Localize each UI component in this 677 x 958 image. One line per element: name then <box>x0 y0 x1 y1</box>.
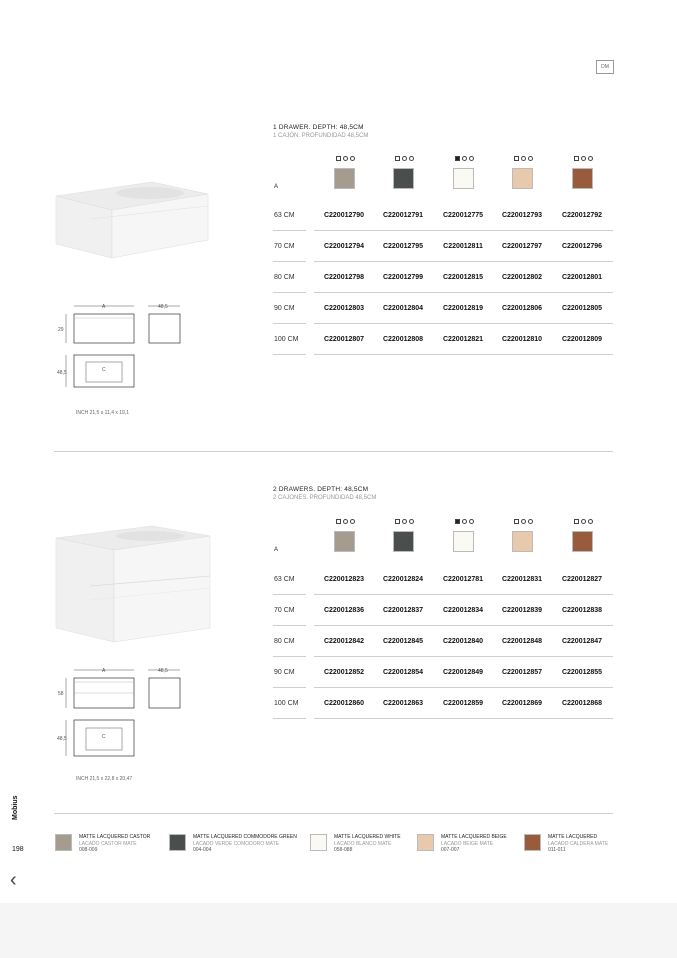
product-code: C220012855 <box>561 669 603 676</box>
legend-name-es: LACADO CASTOR MATE <box>79 840 137 847</box>
product-code: C220012795 <box>382 243 424 250</box>
brand-label: Mobius <box>12 795 19 820</box>
circle-icon <box>521 519 526 524</box>
product-code: C220012842 <box>323 638 365 645</box>
product-code: C220012799 <box>382 274 424 281</box>
row-divider <box>314 594 613 595</box>
circle-icon <box>469 519 474 524</box>
inch-dimensions-note: INCH 21,5 x 11,4 x 19,1 <box>76 410 129 416</box>
basin-label: C <box>102 734 106 740</box>
product-code: C220012848 <box>501 638 543 645</box>
row-divider <box>314 292 613 293</box>
product-code: C220012781 <box>442 576 484 583</box>
finish-icons <box>392 519 416 526</box>
swatch-commodore-green <box>393 168 414 189</box>
page-number: 198 <box>12 846 24 853</box>
circle-icon <box>581 156 586 161</box>
product-code: C220012791 <box>382 212 424 219</box>
size-label: 63 CM <box>274 576 295 583</box>
finish-icons <box>392 156 416 163</box>
product-code: C220012869 <box>501 700 543 707</box>
row-divider <box>314 230 613 231</box>
swatch-caldera <box>572 168 593 189</box>
table-row <box>273 627 613 657</box>
circle-icon <box>350 519 355 524</box>
product-code: C220012859 <box>442 700 484 707</box>
size-label: 90 CM <box>274 669 295 676</box>
finish-icons <box>333 156 357 163</box>
dim-depth-label: 48,5 <box>158 668 168 674</box>
circle-icon <box>409 519 414 524</box>
product-code: C220012831 <box>501 576 543 583</box>
product-code: C220012809 <box>561 336 603 343</box>
row-divider <box>314 323 613 324</box>
circle-icon <box>588 156 593 161</box>
legend-divider <box>54 813 613 814</box>
product-code: C220012796 <box>561 243 603 250</box>
table-row <box>273 658 613 688</box>
filled-square-icon <box>455 519 460 524</box>
finish-icons <box>452 519 476 526</box>
row-divider <box>273 354 306 355</box>
product-code: C220012823 <box>323 576 365 583</box>
section-divider <box>54 451 613 452</box>
product-code: C220012824 <box>382 576 424 583</box>
legend-code: 007-007 <box>441 847 460 853</box>
product-code: C220012845 <box>382 638 424 645</box>
legend-name-es: LACADO BLANCO MATE <box>334 840 392 847</box>
swatch-castor <box>334 531 355 552</box>
product-code: C220012868 <box>561 700 603 707</box>
swatch-beige <box>512 168 533 189</box>
inch-dimensions-note: INCH 21,5 x 22,8 x 20,47 <box>76 776 133 782</box>
square-icon <box>574 156 579 161</box>
legend-swatch <box>169 834 186 851</box>
row-divider <box>314 687 613 688</box>
swatch-caldera <box>572 531 593 552</box>
size-label: 80 CM <box>274 638 295 645</box>
square-icon <box>336 519 341 524</box>
product-code: C220012801 <box>561 274 603 281</box>
row-divider <box>314 261 613 262</box>
column-a-header: A <box>274 184 279 190</box>
swatch-white <box>453 531 474 552</box>
row-divider <box>314 354 613 355</box>
filled-square-icon <box>455 156 460 161</box>
product-code: C220012797 <box>501 243 543 250</box>
section-title: 1 DRAWER. DEPTH: 48,5CM <box>273 124 364 131</box>
basin-label: C <box>102 367 106 373</box>
legend-name: MATTE LACQUERED <box>548 834 598 840</box>
table-row <box>273 565 613 595</box>
circle-icon <box>402 156 407 161</box>
circle-icon <box>462 156 467 161</box>
product-code: C220012806 <box>501 305 543 312</box>
legend-code: 008-009 <box>79 847 98 853</box>
legend-swatch <box>524 834 541 851</box>
legend-swatch <box>417 834 434 851</box>
table-row <box>273 294 613 324</box>
size-label: 70 CM <box>274 607 295 614</box>
dim-depth-label: 48,5 <box>158 304 168 310</box>
row-divider <box>273 718 306 719</box>
dm-badge-icon: DM <box>596 60 614 74</box>
finish-icons <box>571 156 595 163</box>
circle-icon <box>528 156 533 161</box>
circle-icon <box>343 519 348 524</box>
row-divider <box>273 261 306 262</box>
product-code: C220012811 <box>443 243 483 250</box>
circle-icon <box>588 519 593 524</box>
legend-name-es: LACADO BEIGE MATE <box>441 840 494 847</box>
row-divider <box>273 323 306 324</box>
size-label: 100 CM <box>274 336 299 343</box>
product-code: C220012803 <box>323 305 365 312</box>
size-label: 90 CM <box>274 305 295 312</box>
size-label: 80 CM <box>274 274 295 281</box>
legend-name: MATTE LACQUERED WHITE <box>334 834 401 840</box>
square-icon <box>336 156 341 161</box>
row-divider <box>273 656 306 657</box>
product-code: C220012815 <box>442 274 484 281</box>
row-divider <box>314 625 613 626</box>
product-code: C220012849 <box>442 669 484 676</box>
product-code: C220012807 <box>323 336 365 343</box>
product-code: C220012827 <box>561 576 603 583</box>
cabinet-2-drawers-image <box>54 524 214 646</box>
product-code: C220012834 <box>442 607 484 614</box>
swatch-white <box>453 168 474 189</box>
product-code: C220012794 <box>323 243 365 250</box>
circle-icon <box>521 156 526 161</box>
swatch-beige <box>512 531 533 552</box>
back-arrow-icon[interactable]: ‹ <box>10 869 17 891</box>
circle-icon <box>581 519 586 524</box>
section-title: 2 DRAWERS. DEPTH: 48,5CM <box>273 486 369 493</box>
product-code: C220012790 <box>323 212 365 219</box>
legend-name: MATTE LACQUERED CASTOR <box>79 834 151 840</box>
legend-swatch <box>55 834 72 851</box>
circle-icon <box>469 156 474 161</box>
product-code: C220012802 <box>501 274 543 281</box>
row-divider <box>273 625 306 626</box>
product-code: C220012836 <box>323 607 365 614</box>
product-code: C220012810 <box>501 336 543 343</box>
row-divider <box>273 292 306 293</box>
product-code: C220012863 <box>382 700 424 707</box>
dim-a-label: A <box>102 304 106 310</box>
finish-icons <box>511 519 535 526</box>
product-code: C220012852 <box>323 669 365 676</box>
row-divider <box>314 656 613 657</box>
size-label: 63 CM <box>274 212 295 219</box>
circle-icon <box>409 156 414 161</box>
square-icon <box>574 519 579 524</box>
finish-icons <box>571 519 595 526</box>
circle-icon <box>462 519 467 524</box>
dim-height-label: 29 <box>58 327 64 333</box>
dim-depth-plan-label: 48,5 <box>57 370 67 376</box>
table-row <box>273 596 613 626</box>
legend-swatch <box>310 834 327 851</box>
product-code: C220012854 <box>382 669 424 676</box>
product-code: C220012840 <box>442 638 484 645</box>
circle-icon <box>528 519 533 524</box>
dimension-drawing-2 <box>56 664 186 774</box>
product-code: C220012839 <box>501 607 543 614</box>
finish-icons <box>511 156 535 163</box>
circle-icon <box>402 519 407 524</box>
product-code: C220012847 <box>561 638 603 645</box>
square-icon <box>514 156 519 161</box>
table-row <box>273 201 613 231</box>
size-label: 70 CM <box>274 243 295 250</box>
legend-code: 011-011 <box>548 847 566 853</box>
section-subtitle: 1 CAJÓN. PROFUNDIDAD 48,5CM <box>273 133 369 139</box>
legend-name-es: LACADO CALDERA MATE <box>548 840 609 847</box>
product-code: C220012857 <box>501 669 543 676</box>
swatch-castor <box>334 168 355 189</box>
column-a-header: A <box>274 547 279 553</box>
finish-icons <box>452 156 476 163</box>
dim-depth-plan-label: 48,5 <box>57 736 67 742</box>
legend-code: 004-004 <box>193 847 212 853</box>
legend-name: MATTE LACQUERED BEIGE <box>441 834 507 840</box>
product-code: C220012805 <box>561 305 603 312</box>
row-divider <box>273 594 306 595</box>
circle-icon <box>343 156 348 161</box>
product-code: C220012793 <box>501 212 543 219</box>
cabinet-1-drawer-image <box>52 178 212 260</box>
circle-icon <box>350 156 355 161</box>
product-code: C220012860 <box>323 700 365 707</box>
row-divider <box>273 230 306 231</box>
row-divider <box>273 687 306 688</box>
product-code: C220012798 <box>323 274 365 281</box>
table-row <box>273 263 613 293</box>
row-divider <box>314 718 613 719</box>
product-code: C220012792 <box>561 212 603 219</box>
swatch-commodore-green <box>393 531 414 552</box>
dimension-drawing-1 <box>56 300 186 410</box>
product-code: C220012837 <box>382 607 424 614</box>
size-label: 100 CM <box>274 700 299 707</box>
product-code: C220012819 <box>442 305 484 312</box>
section-subtitle: 2 CAJONES. PROFUNDIDAD 48,5CM <box>273 495 377 501</box>
square-icon <box>395 156 400 161</box>
product-code: C220012821 <box>442 336 484 343</box>
product-code: C220012775 <box>442 212 484 219</box>
square-icon <box>395 519 400 524</box>
table-row <box>273 325 613 355</box>
table-row <box>273 232 613 262</box>
product-code: C220012804 <box>382 305 424 312</box>
table-row <box>273 689 613 719</box>
product-code: C220012808 <box>382 336 424 343</box>
finish-icons <box>333 519 357 526</box>
product-code: C220012838 <box>561 607 603 614</box>
dim-height-label: 58 <box>58 691 64 697</box>
square-icon <box>514 519 519 524</box>
legend-name-es: LACADO VERDE COMODORO MATE <box>193 840 280 847</box>
legend-name: MATTE LACQUERED COMMODORE GREEN <box>193 834 297 840</box>
legend-code: 058-088 <box>334 847 353 853</box>
dim-a-label: A <box>102 668 106 674</box>
